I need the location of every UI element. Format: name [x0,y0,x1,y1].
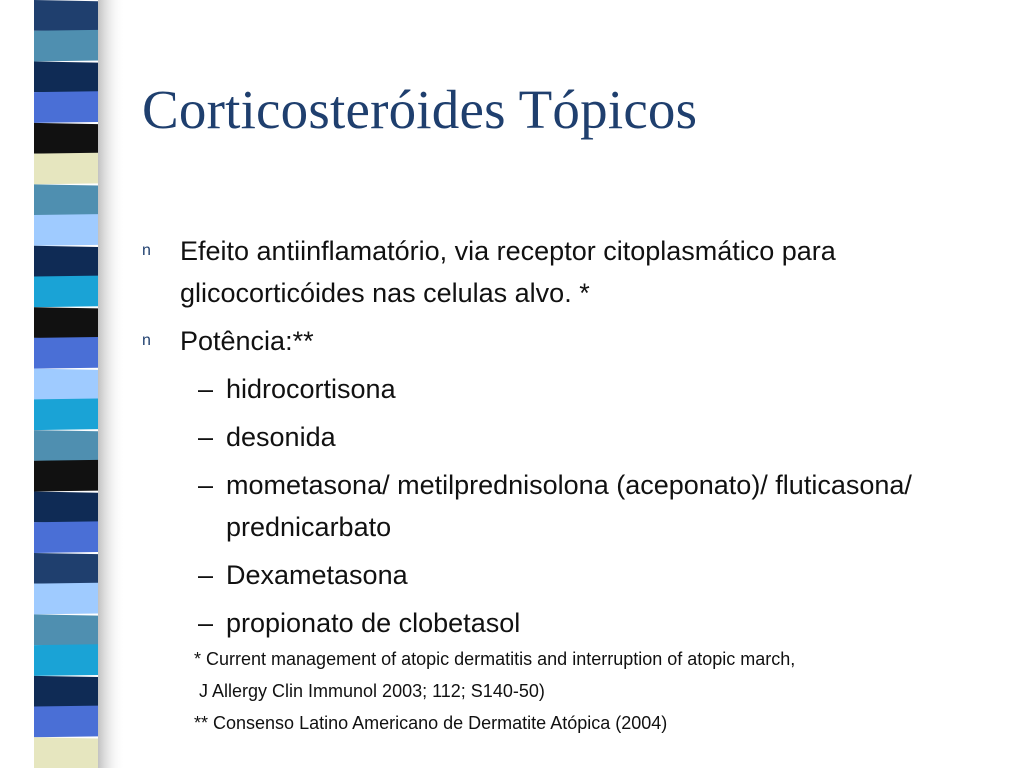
dash-bullet: – [198,470,214,500]
sub-item [140,368,1000,410]
bullet-item [140,320,1000,362]
slide-body [140,230,1000,744]
slide-title: Corticosteróides Tópicos [142,79,698,140]
stripe-segment [34,246,98,278]
stripe-segment [34,430,98,462]
stripe-segment [34,614,98,646]
sub-item-text: hidrocortisona [226,374,396,404]
square-bullet-icon: n [142,332,151,349]
sub-item [140,416,1000,458]
stripe-segment [34,0,98,32]
stripe-segment [34,30,98,62]
stripe-segment [34,276,98,308]
decorative-stripe-band [0,0,125,768]
dash-bullet: – [198,422,214,452]
footnote: J Allergy Clin Immunol 2003; 112; S140-50) [199,681,545,701]
bullet-item [140,230,1000,314]
stripe-segment [34,337,98,369]
footnote: * Current management of atopic dermatitis and interruption of atopic march, [194,649,796,669]
dash-bullet: – [198,608,214,638]
stripe-segment [34,91,98,123]
stripe-segment [34,583,98,615]
sub-item-text: Dexametasona [226,560,408,590]
stripe-segment [34,184,98,216]
stripe-segment [34,307,98,339]
stripe-segment [34,460,98,492]
stripe-segment [34,398,98,430]
sub-item-text: propionato de clobetasol [226,608,521,638]
stripe-segment [34,676,98,708]
sub-item-text: mometasona/ metilprednisolona (aceponato)/ fluticasona/ prednicarbato [226,470,912,542]
sub-item [140,602,1000,644]
dash-bullet: – [198,560,214,590]
stripe-segment [34,644,98,676]
stripe-segment [34,521,98,553]
bullet-text: Potência:** [180,326,314,356]
bullet-text: Efeito antiinflamatório, via receptor citoplasmático para glicocorticóides nas celulas alvo. * [180,236,836,308]
stripe-segment [34,123,98,155]
stripe-segment [34,492,98,524]
sub-item [140,554,1000,596]
stripe-segment [34,153,98,185]
square-bullet-icon: n [142,242,151,259]
dash-bullet: – [198,374,214,404]
stripe-segment [34,214,98,246]
stripe-segment [34,61,98,93]
stripe-segment [34,369,98,401]
stripe-segment [34,706,98,738]
stripe-segment [34,553,98,585]
footnote: ** Consenso Latino Americano de Dermatite Atópica (2004) [194,713,668,733]
sub-item-text: desonida [226,422,336,452]
sub-item [140,464,1000,548]
stripe-segment [34,737,98,768]
